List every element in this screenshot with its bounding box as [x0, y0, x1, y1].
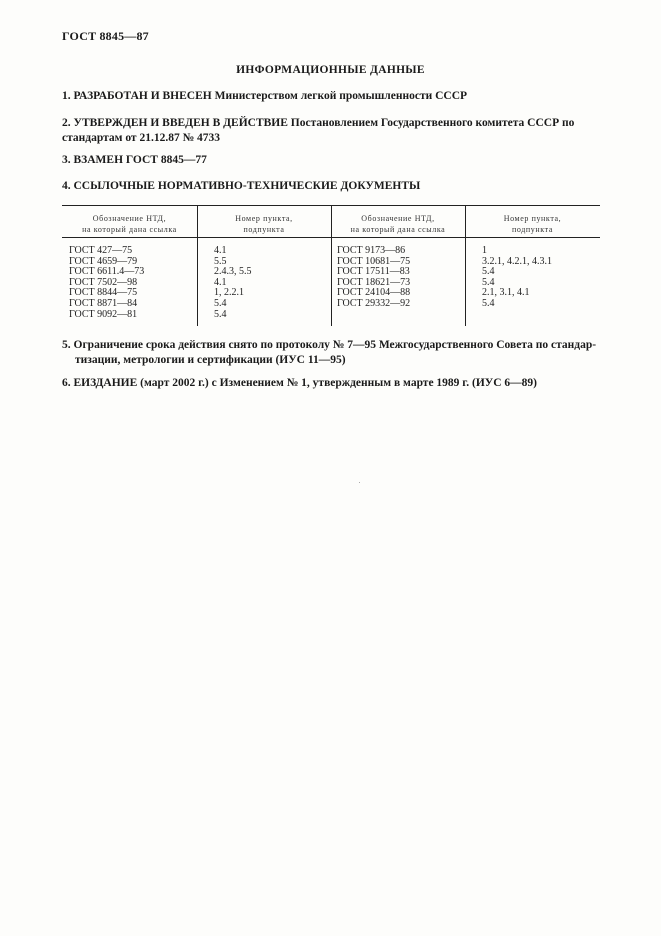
- table-cell: ГОСТ 17511—83: [337, 266, 410, 278]
- table-cell: ГОСТ 9173—86: [337, 245, 406, 256]
- table-cell: 5.4: [482, 276, 495, 288]
- right-docs-column: [337, 246, 410, 310]
- left-points-column: [214, 246, 252, 320]
- table-cell: ГОСТ 18621—73: [337, 276, 411, 288]
- table-cell: 5.5: [214, 255, 227, 267]
- item-3: [62, 153, 602, 168]
- item-lead: ВЗАМЕН ГОСТ 8845—77: [73, 154, 207, 166]
- item-lead: УТВЕРЖДЕН И ВВЕДЕН В ДЕЙСТВИЕ: [73, 117, 288, 129]
- table-cell: ГОСТ 8844—75: [69, 287, 138, 299]
- item-number: 1.: [62, 90, 71, 102]
- table-cell: 5.4: [482, 297, 495, 309]
- table-cell: 4.1: [214, 245, 227, 256]
- item-text: ЕИЗДАНИЕ (март 2002 г.) с Изменением № 1, утвержденным в марте 1989 г. (ИУС 6—89): [73, 377, 537, 389]
- header-text: Обозначение НТД,: [361, 214, 435, 223]
- header-text: на который дана ссылка: [82, 225, 177, 234]
- table-cell: 3.2.1, 4.2.1, 4.3.1: [482, 255, 552, 267]
- item-text: Министерством легкой промышленности СССР: [214, 90, 468, 102]
- table-cell: 1, 2.2.1: [214, 287, 244, 299]
- table-cell: 2.1, 3.1, 4.1: [482, 287, 530, 299]
- header-text: подпункта: [243, 225, 285, 234]
- table-cell: ГОСТ 6611.4—73: [69, 266, 145, 278]
- item-lead: РАЗРАБОТАН И ВНЕСЕН: [73, 90, 212, 102]
- header-text: Номер пункта,: [235, 214, 293, 223]
- item-4: [62, 179, 602, 194]
- item-text-continued: тизации, метрологии и сертификации (ИУС 11—95): [75, 354, 346, 366]
- table-cell: ГОСТ 7502—98: [69, 276, 138, 288]
- section-title: ИНФОРМАЦИОННЫЕ ДАННЫЕ: [236, 64, 425, 76]
- header-text: на который дана ссылка: [350, 225, 446, 234]
- table-cell: ГОСТ 24104—88: [337, 287, 411, 299]
- table-cell: ГОСТ 10681—75: [337, 255, 411, 267]
- references-table: [62, 205, 600, 326]
- header-ntd: [62, 213, 197, 235]
- header-text: Номер пункта,: [503, 214, 562, 223]
- header-divider: [62, 237, 600, 238]
- table-cell: 1: [482, 245, 487, 256]
- item-number: 2.: [62, 117, 71, 129]
- item-text: Постановлением Государственного комитета СССР по стандартам от 21.12.87 № 4733: [62, 117, 575, 144]
- table-cell: ГОСТ 29332—92: [337, 297, 411, 309]
- table-cell: 5.4: [214, 297, 227, 309]
- header-text: Обозначение НТД,: [92, 214, 167, 223]
- item-number: 5.: [62, 339, 71, 351]
- item-lead: ССЫЛОЧНЫЕ НОРМАТИВНО-ТЕХНИЧЕСКИЕ ДОКУМЕНТЫ: [73, 180, 421, 192]
- item-number: 4.: [62, 180, 71, 192]
- header-point: [465, 213, 600, 235]
- page-speck: [359, 482, 360, 483]
- document-header: ГОСТ 8845—87: [62, 29, 149, 43]
- table-cell: ГОСТ 4659—79: [69, 255, 138, 267]
- item-number: 6.: [62, 377, 71, 389]
- table-cell: 5.4: [214, 308, 227, 320]
- item-number: 3.: [62, 154, 71, 166]
- header-ntd: [331, 213, 465, 235]
- header-text: подпункта: [511, 225, 553, 234]
- table-cell: ГОСТ 9092—81: [69, 308, 138, 320]
- table-cell: 4.1: [214, 276, 227, 288]
- item-text: Ограничение срока действия снято по протоколу № 7—95 Межгосударственного Совета по стандар-: [73, 339, 597, 351]
- header-point: [197, 213, 331, 235]
- table-cell: 2.4.3, 5.5: [214, 266, 252, 278]
- item-5: [62, 338, 602, 368]
- item-1: [62, 89, 602, 104]
- table-cell: 5.4: [482, 266, 495, 278]
- item-6: [62, 376, 602, 391]
- left-docs-column: [69, 246, 144, 320]
- table-cell: ГОСТ 8871—84: [69, 297, 138, 309]
- item-2: [62, 116, 602, 146]
- table-cell: ГОСТ 427—75: [69, 245, 133, 256]
- right-points-column: [482, 246, 552, 310]
